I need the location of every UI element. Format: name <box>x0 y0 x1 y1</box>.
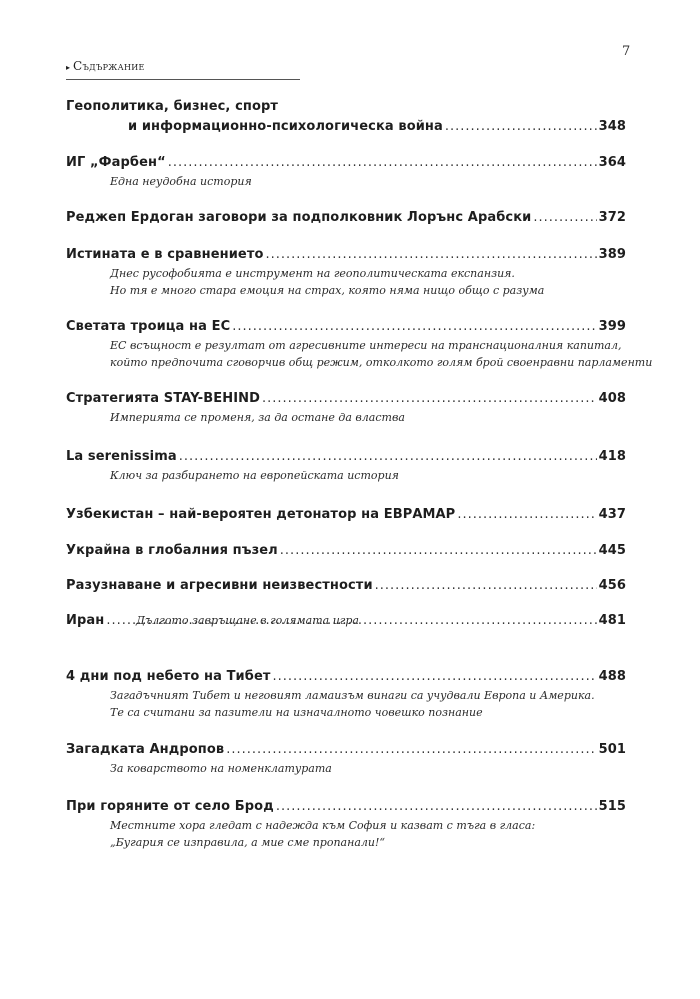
entry-title: Геополитика, бизнес, спорт <box>66 99 279 114</box>
entry-title: При горяните от село Брод <box>66 799 274 814</box>
dot-leader <box>445 117 597 137</box>
entry-page: 445 <box>598 543 626 558</box>
entry-page: 408 <box>598 391 626 406</box>
entry-subtitle: Една неудобна история <box>110 175 252 188</box>
dot-leader <box>457 505 596 525</box>
entry-title-continued: и информационно-психологическа война <box>128 119 443 134</box>
toc-entry <box>66 797 626 851</box>
entry-page: 501 <box>598 742 626 757</box>
toc-entry <box>66 317 653 371</box>
entry-page: 389 <box>598 247 626 262</box>
toc-entry <box>66 245 626 299</box>
entry-page: 418 <box>598 449 626 464</box>
dot-leader <box>266 245 597 265</box>
running-header <box>66 55 300 80</box>
toc-entry <box>66 447 626 484</box>
header-title: Съдържание <box>73 59 145 73</box>
entry-page: 456 <box>598 578 626 593</box>
dot-leader <box>276 797 597 817</box>
entry-subtitle: Ключ за разбирането на европейската история <box>110 469 399 482</box>
toc-entry <box>66 208 626 228</box>
entry-subtitle: Но тя е много стара емоция на страх, която няма нищо общо с разума <box>110 284 545 297</box>
toc-entry <box>66 389 626 426</box>
entry-page: 399 <box>598 319 626 334</box>
toc-entry <box>66 667 626 721</box>
dot-leader <box>226 740 596 760</box>
entry-page: 437 <box>598 507 626 522</box>
entry-subtitle: Местните хора гледат с надежда към София и казват с тъга в гласа: <box>110 819 536 832</box>
dot-leader <box>273 667 597 687</box>
entry-title: Иран <box>66 613 105 628</box>
toc-entry <box>66 576 626 596</box>
entry-page: 364 <box>598 155 626 170</box>
entry-subtitle: Загадъчният Тибет и неговият ламаизъм винаги са учудвали Европа и Америка. <box>110 689 595 702</box>
entry-page: 488 <box>598 669 626 684</box>
page-number: 7 <box>622 44 631 59</box>
entry-title: ИГ „Фарбен“ <box>66 155 166 170</box>
toc-entry <box>66 541 626 561</box>
toc-entry <box>66 505 626 525</box>
entry-title: La serenissima <box>66 449 177 464</box>
dot-leader <box>232 317 596 337</box>
dot-leader <box>375 576 597 596</box>
dot-leader <box>262 389 597 409</box>
dot-leader <box>179 447 597 467</box>
entry-page: 372 <box>598 210 626 225</box>
entry-title: Реджеп Ердоган заговори за подполковник Лорънс Арабски <box>66 210 532 225</box>
entry-subtitle: Дългото завръщане в голямата игра <box>136 614 359 627</box>
entry-title: Украйна в глобалния пъзел <box>66 543 278 558</box>
toc-entry <box>66 740 626 777</box>
entry-title: Загадката Андропов <box>66 742 225 757</box>
header-marker-icon: ▸ <box>66 63 71 72</box>
entry-title: Светата троица на ЕС <box>66 319 231 334</box>
toc-entry <box>66 611 626 629</box>
toc-entry <box>66 153 626 190</box>
entry-title: Истината е в сравнението <box>66 247 264 262</box>
entry-subtitle: Те са считани за пазители на изначалното човешко познание <box>110 706 483 719</box>
entry-subtitle: „Бугария се изправила, а мие сме пропанали!“ <box>110 836 386 849</box>
entry-title: Стратегията STAY-BEHIND <box>66 391 260 406</box>
entry-subtitle: ЕС всъщност е резултат от агресивните интереси на транснационалния капитал, <box>110 339 622 352</box>
toc-entry <box>66 97 626 137</box>
dot-leader <box>533 208 596 228</box>
entry-title: 4 дни под небето на Тибет <box>66 669 271 684</box>
entry-subtitle: Днес русофобията е инструмент на геополитическата експанзия. <box>110 267 515 280</box>
entry-page: 348 <box>598 119 626 134</box>
dot-leader <box>280 541 597 561</box>
entry-subtitle: Империята се променя, за да остане да властва <box>110 411 405 424</box>
dot-leader <box>168 153 597 173</box>
entry-title: Узбекистан – най-вероятен детонатор на ЕВРАМАР <box>66 507 456 522</box>
entry-page: 481 <box>598 613 626 628</box>
entry-subtitle: който предпочита сговорчив общ режим, отколкото голям брой своенравни парламенти <box>110 356 653 369</box>
entry-subtitle: За коварството на номенклатурата <box>110 762 332 775</box>
entry-title: Разузнаване и агресивни неизвестности <box>66 578 373 593</box>
entry-page: 515 <box>598 799 626 814</box>
